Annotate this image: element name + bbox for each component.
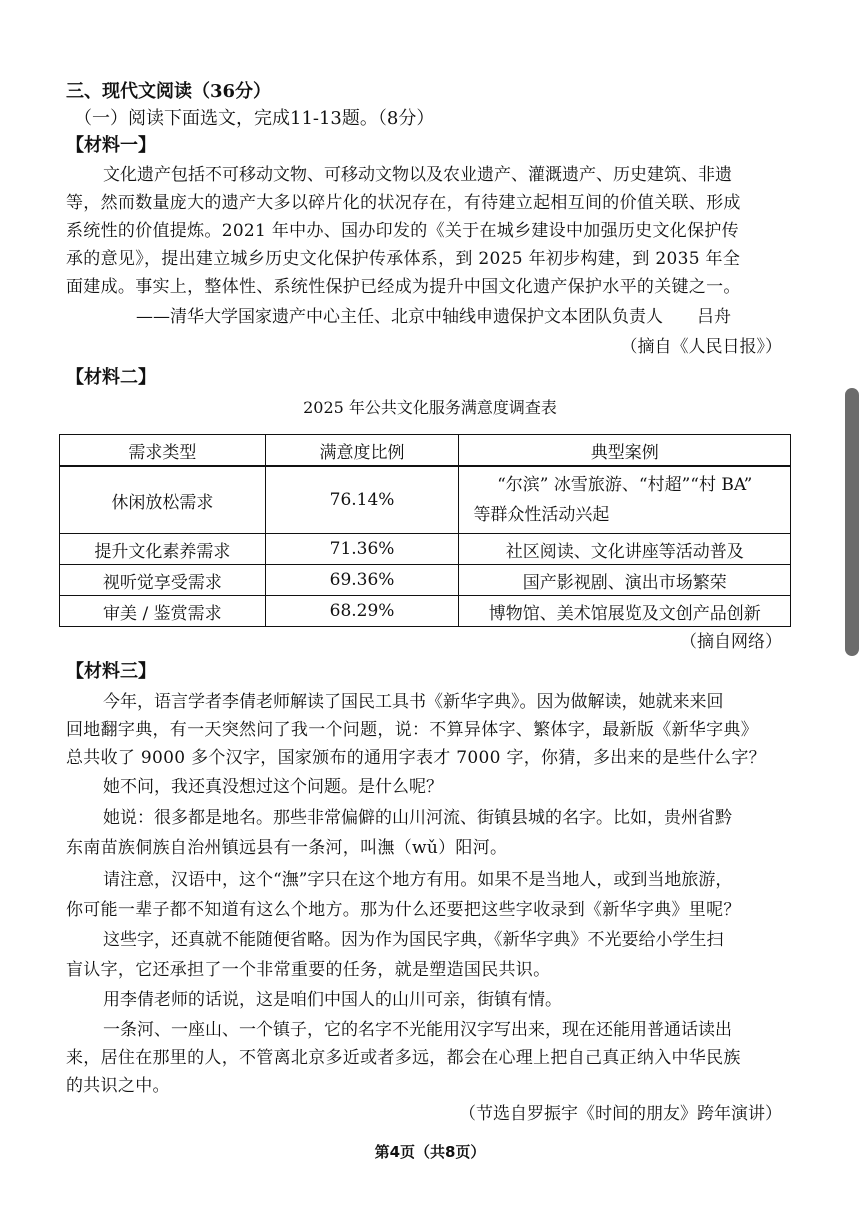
cell-case: 社区阅读、文化讲座等活动普及: [459, 534, 791, 565]
header-case: 典型案例: [459, 435, 791, 467]
cell-case-line: 等群众性活动兴起: [473, 505, 610, 525]
material3-line: 一条河、一座山、一个镇子，它的名字不光能用汉字写出来，现在还能用普通话读出: [103, 1020, 732, 1040]
section-subtitle: （一）阅读下面选文，完成11-13题。（8分）: [74, 108, 435, 129]
cell-ratio: 76.14%: [265, 466, 459, 534]
material1-source: （摘自《人民日报》）: [620, 337, 782, 357]
material3-line: 的共识之中。: [66, 1076, 170, 1096]
cell-case: 国产影视剧、演出市场繁荣: [459, 565, 791, 596]
material1-label: 【材料一】: [66, 135, 156, 156]
material3-source: （节选自罗振宇《时间的朋友》跨年演讲）: [459, 1104, 782, 1124]
cell-ratio: 71.36%: [265, 534, 459, 565]
cell-case: [459, 466, 791, 534]
cell-case: 博物馆、美术馆展览及文创产品创新: [459, 596, 791, 627]
material3-line: 来，居住在那里的人，不管离北京多近或者多远，都会在心理上把自己真正纳入中华民族: [66, 1048, 741, 1068]
header-ratio: 满意度比例: [265, 435, 459, 467]
material1-line: 等，然而数量庞大的遗产大多以碎片化的状况存在，有待建立起相互间的价值关联、形成: [66, 193, 741, 213]
cell-type: 审美 / 鉴赏需求: [60, 596, 266, 627]
scrollbar-thumb[interactable]: [845, 388, 859, 656]
header-type: 需求类型: [60, 435, 266, 467]
table-row: [60, 534, 791, 565]
material3-line: 请注意，汉语中，这个“潕”字只在这个地方有用。如果不是当地人，或到当地旅游，: [103, 870, 733, 890]
material2-source: （摘自网络）: [680, 632, 782, 652]
material3-line: 用李倩老师的话说，这是咱们中国人的山川可亲，街镇有情。: [103, 990, 562, 1010]
page-number: 第4页（共8页）: [374, 1143, 486, 1161]
cell-type: 视听觉享受需求: [60, 565, 266, 596]
material3-line: 回地翻字典，有一天突然问了我一个问题，说：不算异体字、繁体字，最新版《新华字典》: [66, 720, 758, 740]
table-header-row: [60, 435, 791, 467]
material3-line: 你可能一辈子都不知道有这么个地方。那为什么还要把这些字收录到《新华字典》里呢？: [66, 900, 741, 920]
material3-line: 东南苗族侗族自治州镇远县有一条河，叫潕（wǔ）阳河。: [66, 838, 508, 858]
satisfaction-table: [59, 434, 791, 627]
cell-case-line: “尔滨” 冰雪旅游、“村超”“村 BA”: [497, 475, 753, 495]
table-row: [60, 466, 791, 534]
material1-line: 系统性的价值提炼。2021 年中办、国办印发的《关于在城乡建设中加强历史文化保护传: [66, 221, 739, 241]
material3-label: 【材料三】: [66, 661, 156, 682]
table-title: 2025 年公共文化服务满意度调查表: [303, 398, 557, 417]
material3-line: 她不问，我还真没想过这个问题。是什么呢？: [103, 777, 443, 797]
material3-line: 她说：很多都是地名。那些非常偏僻的山川河流、街镇县城的名字。比如，贵州省黔: [103, 808, 732, 828]
section-title: 三、现代文阅读（36分）: [66, 81, 272, 102]
material3-line: 盲认字，它还承担了一个非常重要的任务，就是塑造国民共识。: [66, 960, 551, 980]
material1-line: 承的意见》，提出建立城乡历史文化保护传承体系，到 2025 年初步构建，到 2035 年全: [66, 249, 741, 269]
cell-type: 提升文化素养需求: [60, 534, 266, 565]
cell-ratio: 69.36%: [265, 565, 459, 596]
material1-line: 面建成。事实上，整体性、系统性保护已经成为提升中国文化遗产保护水平的关键之一。: [66, 277, 741, 297]
material3-line: 这些字，还真就不能随便省略。因为作为国民字典，《新华字典》不光要给小学生扫: [103, 930, 724, 950]
material3-line: 总共收了 9000 多个汉字，国家颁布的通用字表才 7000 字，你猜，多出来的是些什么字？: [66, 748, 766, 768]
table-row: [60, 565, 791, 596]
material3-line: 今年，语言学者李倩老师解读了国民工具书《新华字典》。因为做解读，她就来来回: [103, 692, 724, 712]
cell-type: 休闲放松需求: [60, 466, 266, 534]
material1-author: ——清华大学国家遗产中心主任、北京中轴线申遗保护文本团队负责人 吕舟: [136, 307, 731, 327]
cell-ratio: 68.29%: [265, 596, 459, 627]
material1-line: 文化遗产包括不可移动文物、可移动文物以及农业遗产、灌溉遗产、历史建筑、非遗: [103, 165, 732, 185]
material2-label: 【材料二】: [66, 367, 156, 388]
table-row: [60, 596, 791, 627]
